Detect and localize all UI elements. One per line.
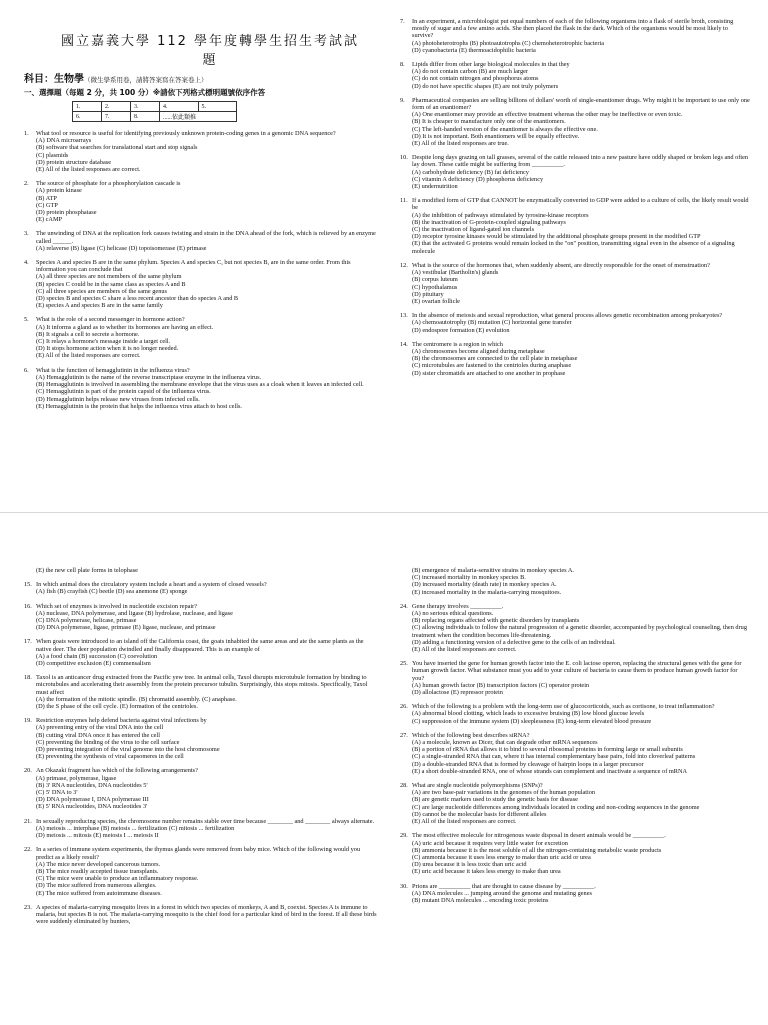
answer-cell: ......依此類推 [160, 112, 237, 122]
answer-cell: 8. [131, 112, 160, 122]
question-number: 19. [24, 717, 32, 725]
question-item [400, 154, 750, 190]
question-stem [24, 316, 379, 323]
question-number: 27. [400, 731, 408, 739]
answer-option: (D) increased mortality (death rate) in monkey species A. [412, 581, 557, 589]
subject-label [24, 70, 208, 85]
answer-option: (C) GTP [36, 201, 58, 209]
question-stem [24, 180, 379, 187]
answer-option: (A) preventing entry of the viral DNA into the cell [36, 724, 164, 732]
question-number: 23. [24, 903, 32, 911]
question-stem [400, 603, 750, 610]
answer-option: (E) All of the listed responses are correct. [36, 352, 141, 360]
question-item [400, 782, 750, 825]
question-stem [24, 818, 379, 825]
answer-option: (B) It signals a cell to secrete a hormone. [36, 330, 140, 338]
answer-option: (A) fish (B) crayfish (C) beetle (D) sea anemone (E) sponge [36, 588, 188, 596]
answer-option: (A) carbohydrate deficiency (B) fat deficiency [412, 168, 529, 176]
question-number: 16. [24, 602, 32, 610]
answer-option: (C) preventing the binding of the virus to the cell surface [36, 738, 180, 746]
question-stem [400, 341, 750, 348]
answer-option: (A) photoheterotrophs (B) photoautotrophs (C) chemoheterotrophic bacteria [412, 39, 604, 47]
question-text: Pharmaceutical companies are selling billions of dollars' worth of single-enantiomer drugs. Why might it be important to use only one form of an enantiomer? [412, 96, 750, 112]
question-text: If a modified form of GTP that CANNOT be enzymatically converted to GDP were added to a culture of cells, the likely result would be [412, 197, 749, 212]
question-text: Prions are __________ that are thought to cause disease by __________. [412, 882, 596, 890]
answer-option: (C) ammonia because it uses less energy to make than uric acid or urea [412, 853, 591, 861]
answer-option: (C) DNA polymerase, helicase, primase [36, 617, 137, 625]
question-item [400, 603, 750, 653]
answer-option: (A) the inhibition of pathways stimulated by tyrosine-kinase receptors [412, 211, 589, 219]
answer-option: (A) DNA molecules ... jumping around the genome and mutating genes [412, 889, 592, 897]
answer-option: (D) adding a functioning version of a defective gene to the cells of an individual. [412, 638, 616, 646]
answer-option: (D) preventing integration of the viral genome into the host chromosome [36, 746, 220, 754]
answer-option: (B) corpus luteum [412, 276, 458, 284]
answer-option: (C) do not contain nitrogen and phosphorus atoms [412, 75, 539, 83]
question-text: The source of phosphate for a phosphorylation cascade is [36, 180, 181, 188]
question-number: 4. [24, 259, 29, 267]
question-stem [400, 197, 750, 211]
answer-option: (C) Hemagglutinin is part of the protein capsid of the influenza virus. [36, 388, 211, 396]
answer-option: (B) ATP [36, 194, 57, 202]
question-item [24, 230, 379, 252]
question-number: 29. [400, 832, 408, 840]
answer-option: (B) cutting viral DNA once it has entered the cell [36, 731, 160, 739]
question-text: The centromere is a region in which [412, 340, 503, 348]
answer-option: (C) increased mortality in monkey species B. [412, 574, 526, 582]
question-number: 11. [400, 197, 408, 205]
answer-option: (D) protein phosphatase [36, 209, 97, 217]
question-text: Species A and species B are in the same phylum. Species A and species C, but not species B, are in the same order. From this information you can conclude that [36, 259, 351, 274]
answer-option: (D) species B and species C share a less recent ancestor than do species A and B [36, 295, 239, 303]
question-number: 20. [24, 767, 32, 775]
answer-option: (D) It is not important. Both enantiomers will be equally effective. [412, 132, 580, 140]
answer-option: (A) protein kinase [36, 187, 82, 195]
question-stem [400, 660, 750, 682]
answer-option: (B) Hemagglutinin is involved in assembling the membrane envelope that the virus uses as a cloak when it leaves an infected cell. [36, 381, 364, 389]
question-text: A species of malaria-carrying mosquito lives in a forest in which two species of monkeys, A and B, coexist. Species A is immune to malaria, but species B is not. The malaria-carrying mosquito is the chief food for a particular kind of bird in the forest. If all these birds were suddenly eliminated by hunters, [36, 903, 377, 926]
answer-option: (E) All of the listed responses are correct. [412, 818, 517, 826]
answer-option: (E) undernutrition [412, 183, 458, 191]
answer-option: (E) species A and species B are in the same family [36, 302, 163, 310]
question-item [24, 130, 379, 173]
answer-option: (B) are genetic markers used to study the genetic basis for disease [412, 796, 578, 804]
question-number: 7. [400, 18, 405, 25]
answer-option: (A) the formation of the mitotic spindle. (B) chromatid assembly. (C) anaphase. [36, 695, 237, 703]
question-text: When goats were introduced to an island off the California coast, the goats inhabited the same areas and ate the same plants as the native deer. The deer population dwindled and finally disappeared. This is an example of [36, 638, 364, 653]
section-heading: 一、選擇題（每題 2 分，共 100 分）※請依下列格式標明題號依序作答 [24, 88, 266, 97]
answer-option: (B) ammonia because it is the most soluble of all the nitrogen-containing metabolic waste products [412, 846, 662, 854]
question-number: 9. [400, 96, 405, 104]
question-text: An Okazaki fragment has which of the following arrangements? [36, 767, 198, 775]
question-stem [400, 732, 750, 739]
question-text: Despite long days grazing on tall grasses, several of the cattle released into a new pasture have oddly shaped or broken legs and often lay down. These cattle might be suffering from __________. [412, 154, 749, 169]
question-text: What is the source of the hormones that, when suddenly absent, are directly responsible for the onset of menstruation? [412, 261, 710, 269]
question-item [400, 262, 750, 305]
subject-note: （微生學系用卷，請將答案寫在答案卷上） [84, 76, 208, 84]
answer-option: (A) human growth factor (B) transcription factors (C) operator protein [412, 681, 590, 689]
question-text: Gene therapy involves __________. [412, 602, 504, 610]
question-number: 12. [400, 261, 408, 269]
question-text: In sexually reproducing species, the chromosome number remains stable over time because ________ and ________ always alternate. [36, 817, 375, 825]
answer-option: (A) a food chain (B) succession (C) coevolution [36, 652, 158, 660]
answer-option: (A) chromosomes become aligned during metaphase [412, 347, 545, 355]
question-stem [400, 154, 750, 168]
answer-option: (A) chemoautotrophy (B) mutation (C) horizontal gene transfer [412, 319, 572, 327]
question-number: 2. [24, 180, 29, 188]
exam-title: 國立嘉義大學 112 學年度轉學生招生考試試題 [60, 34, 360, 68]
question-text: What is the function of hemagglutinin in the influenza virus? [36, 366, 190, 374]
answer-option: (E) All of the listed responses are correct. [412, 646, 517, 654]
answer-cell: 1. [73, 102, 102, 112]
question-text: Which set of enzymes is involved in nucleotide excision repair? [36, 602, 198, 610]
question-item [24, 367, 379, 410]
question-stem [400, 97, 750, 111]
question-stem [24, 603, 379, 610]
question-stem [400, 61, 750, 68]
answer-option: (A) One enantiomer may provide an effective treatment whereas the other may be ineffective or even toxic. [412, 111, 683, 119]
question-item [400, 732, 750, 775]
answer-option: (B) mutant DNA molecules ... encoding toxic proteins [412, 896, 549, 904]
answer-option: (A) are two base-pair variations in the genomes of the human population [412, 789, 596, 797]
question-number: 10. [400, 154, 408, 162]
question-item [24, 316, 379, 359]
answer-option: (A) nuclease, DNA polymerase, and ligase (B) hydrolase, nuclease, and ligase [36, 609, 233, 617]
answer-option: (C) all three species are members of the same genus [36, 287, 167, 295]
answer-option: (C) a single-stranded RNA that can, where it has internal complementary base pairs, fold into cloverleaf patterns [412, 753, 696, 761]
answer-option: (A) vestibular (Bartholin's) glands [412, 269, 499, 277]
answer-option: (A) meiosis ... interphase (B) meiosis ... fertilization (C) mitosis ... fertilization [36, 824, 235, 832]
question-number: 15. [24, 581, 32, 589]
question-text: You have inserted the gene for human growth factor into the E. coli lactose operon, replacing the structural genes with the gene for human growth factor. What substance must you add to your culture of bacteria to cause them to produce human growth factor for you? [412, 660, 742, 682]
answer-option: (D) competitive exclusion (E) commensalism [36, 660, 151, 668]
question-item [400, 18, 750, 54]
question-text: The unwinding of DNA at the replication fork causes twisting and strain in the DNA ahead of the fork, which is relieved by an enzyme called ______. [36, 230, 376, 245]
answer-option: (E) ovarian follicle [412, 297, 460, 305]
answer-option: (A) uric acid because it requires very little water for excretion [412, 839, 568, 847]
question-item [24, 581, 379, 595]
question-item [24, 767, 379, 810]
question-stem [400, 312, 750, 319]
question-stem [400, 18, 750, 40]
question-stem [24, 259, 379, 273]
question-text: In an experiment, a microbiologist put equal numbers of each of the following organisms into a flask of sterile broth, consisting mostly of sugar and a few amino acids. She then placed the flask in the dark. Which of the organisms would be most likely to survive? [412, 18, 734, 40]
answer-option: (E) 5' RNA nucleotides, DNA nucleotides 3' [36, 803, 148, 811]
question-stem [24, 674, 379, 696]
question-item [24, 603, 379, 632]
exam-page-1 [0, 0, 768, 512]
question-text: Taxol is an anticancer drug extracted from the Pacific yew tree. In animal cells, Taxol disrupts microtubule formation by binding to microtubules and accelerating their assembly from the protein precursor tubulin. Surprisingly, this stops mitosis. Specifically, Taxol must affect [36, 674, 368, 696]
question-text: What tool or resource is useful for identifying previously unknown protein-coding genes in a genomic DNA sequence? [36, 130, 336, 137]
question-list [400, 603, 750, 904]
answer-option: (C) vitamin A deficiency (D) phosphorus deficiency [412, 175, 544, 183]
question-stem [400, 782, 750, 789]
answer-format-table [72, 101, 237, 122]
question-text: The most effective molecule for nitrogenous waste disposal in desert animals would be __________. [412, 832, 666, 840]
question-number: 25. [400, 660, 408, 668]
question-stem [24, 846, 379, 860]
question-stem [24, 581, 379, 588]
answer-option: (D) do not have specific shapes (E) are not truly polymers [412, 82, 559, 90]
answer-option: (C) are large nucleotide differences among individuals located in coding and non-coding sequences in the genome [412, 803, 700, 811]
question-item [400, 97, 750, 147]
question-number: 24. [400, 602, 408, 610]
answer-option: (C) hypothalamus [412, 283, 458, 291]
question-item [400, 61, 750, 90]
question-number: 3. [24, 230, 29, 238]
answer-option: (E) uric acid because it takes less energy to make than urea [412, 868, 561, 876]
answer-option: (D) sister chromatids are attached to one another in prophase [412, 369, 566, 377]
question-text: What are single nucleotide polymorphisms (SNPs)? [412, 782, 543, 790]
answer-option: (D) pituitary [412, 290, 444, 298]
answer-option: (D) allolactose (E) repressor protein [412, 689, 503, 697]
question-number: 6. [24, 366, 29, 374]
answer-option: (D) DNA polymerase I, DNA polymerase III [36, 796, 149, 804]
question-text: In which animal does the circulatory system include a heart and a system of closed vessels? [36, 581, 267, 589]
answer-option: (B) replacing organs affected with genetic disorders by transplants [412, 617, 580, 625]
answer-option: (E) a short double-stranded RNA, one of whose strands can complement and inactivate a sequence of mRNA [412, 767, 688, 775]
answer-cell: 7. [102, 112, 131, 122]
question-item [400, 197, 750, 255]
answer-option: (E) that the activated G proteins would remain locked in the "on" position, transmitting signal even in the absence of a signaling molecule [412, 240, 735, 255]
answer-option: (C) suppression of the immune system (D) sleeplessness (E) long-term elevated blood pressure [412, 717, 652, 725]
question-item [24, 717, 379, 760]
column-right [400, 567, 750, 911]
answer-option: (B) species C could be in the same class as species A and B [36, 280, 186, 288]
question-number: 26. [400, 703, 408, 711]
question-text: What is the role of a second messenger in hormone action? [36, 316, 185, 324]
question-stem [24, 904, 379, 926]
answer-option: (D) a double-stranded RNA that is formed by cleavage of hairpin loops in a larger precursor [412, 760, 644, 768]
answer-option: (E) All of the listed responses are correct. [36, 166, 141, 174]
answer-option: (D) Hemagglutinin helps release new viruses from infected cells. [36, 395, 200, 403]
answer-cell: 6. [73, 112, 102, 122]
answer-option: (A) a molecule, known as Dicer, that can degrade other mRNA sequences [412, 739, 598, 747]
answer-option: (A) It informs a gland as to whether its hormones are having an effect. [36, 323, 214, 331]
question-item [400, 660, 750, 696]
answer-option: (B) the chromosomes are connected to the cell plate in metaphase [412, 355, 578, 363]
answer-option: (A) primase, polymerase, ligase [36, 774, 117, 782]
question-number: 1. [24, 130, 29, 137]
answer-option: (A) The mice never developed cancerous tumors. [36, 860, 161, 868]
answer-cell: 3. [131, 102, 160, 112]
answer-option: (A) abnormal blood clotting, which leads to excessive bruising (B) low blood glucose levels [412, 710, 645, 718]
answer-option: (A) DNA microarrays [36, 137, 92, 145]
answer-option: (E) All of the listed responses are true. [412, 140, 509, 148]
answer-option: (A) relaverse (B) ligase (C) helicase (D) topoisomerase (E) primase [36, 244, 207, 252]
answer-cell: 2. [102, 102, 131, 112]
answer-option: (B) It is cheaper to manufacture only one of the enantiomers. [412, 118, 566, 126]
answer-option: (E) increased mortality in the malaria-carrying mosquitoes. [412, 588, 562, 596]
column-right [400, 18, 750, 384]
answer-option: (C) The mice were unable to produce an inflammatory response. [36, 875, 199, 883]
question-continuation [400, 567, 750, 596]
question-continuation [24, 567, 379, 574]
answer-option: (B) The mice readily accepted tissue transplants. [36, 867, 159, 875]
question-text: Restriction enzymes help defend bacteria against viral infections by [36, 717, 207, 725]
question-item [400, 883, 750, 905]
question-stem [400, 832, 750, 839]
answer-option: (C) the inactivation of ligand-gated ion channels [412, 226, 535, 234]
answer-option: (E) preventing the synthesis of viral capsomeres in the cell [36, 753, 184, 761]
answer-option: (D) The mice suffered from numerous allergies. [36, 882, 157, 890]
question-stem [400, 703, 750, 710]
question-item [400, 703, 750, 725]
question-stem [400, 262, 750, 269]
answer-option: (A) do not contain carbon (B) are much larger [412, 68, 528, 76]
answer-option: (B) software that searches for translational start and stop signals [36, 144, 198, 152]
question-stem [24, 230, 379, 244]
answer-option: (A) all three species are not members of the same phylum [36, 273, 182, 281]
question-number: 28. [400, 782, 408, 790]
column-left [24, 130, 379, 417]
answer-option: (D) receptor tyrosine kinases would be stimulated by the additional phosphate groups present in the modified GTP [412, 233, 701, 241]
answer-option: (C) allowing individuals to follow the natural progression of a genetic disorder, accompanied by psychological counseling, then drug treatment when the condition becomes life-threatening. [412, 624, 747, 639]
answer-option: (E) the new cell plate forms in telophase [36, 567, 138, 574]
answer-option: (D) protein structure database [36, 158, 112, 166]
answer-option: (D) urea because it is less toxic than uric acid [412, 861, 527, 869]
question-number: 18. [24, 674, 32, 682]
question-item [24, 259, 379, 309]
answer-option: (D) meiosis ... mitosis (E) meiosis I ... meiosis II [36, 832, 159, 840]
question-text: Lipids differ from other large biological molecules in that they [412, 61, 570, 69]
question-text: In the absence of meiosis and sexual reproduction, what general process allows genetic recombination among prokaryotes? [412, 312, 723, 320]
question-item [400, 312, 750, 334]
answer-cell: 5. [198, 102, 237, 112]
exam-page-2 [0, 512, 768, 1025]
answer-option: (D) cyanobacteria (E) thermoacidophilic bacteria [412, 46, 536, 54]
question-item [24, 180, 379, 223]
answer-option: (E) Hemagglutinin is the protein that helps the influenza virus attach to host cells. [36, 402, 242, 410]
answer-option: (B) a portion of rRNA that allows it to bind to several ribosomal proteins in forming large or small subunits [412, 746, 683, 754]
question-number: 21. [24, 817, 32, 825]
question-stem [24, 767, 379, 774]
answer-option: (B) the inactivation of G-protein-coupled signaling pathways [412, 218, 566, 226]
question-number: 30. [400, 882, 408, 890]
answer-option: (D) endospore formation (E) evolution [412, 326, 510, 334]
answer-cell: 4. [160, 102, 199, 112]
answer-option: (D) DNA polymerase, ligase, primase (E) ligase, nuclease, and primase [36, 624, 216, 632]
answer-option: (D) cannot be the molecular basis for different alleles [412, 810, 547, 818]
question-text: In a series of immune system experiments, the thymus glands were removed from baby mice. Which of the following would you predict as a likely result? [36, 846, 361, 861]
question-item [400, 341, 750, 377]
question-stem [400, 883, 750, 890]
question-item [24, 674, 379, 710]
answer-option: (D) the S phase of the cell cycle. (E) formation of the centrioles. [36, 703, 198, 711]
subject-name: 科目：生物學 [24, 74, 84, 85]
answer-option: (E) The mice suffered from autoimmune diseases. [36, 889, 162, 897]
question-stem [24, 367, 379, 374]
answer-option: (C) microtubules are fastened to the centrioles during anaphase [412, 362, 572, 370]
answer-option: (A) Hemagglutinin is the name of the reverse transcriptase enzyme in the influenza virus. [36, 373, 262, 381]
question-number: 14. [400, 340, 408, 348]
question-item [24, 638, 379, 667]
answer-option: (B) 3' RNA nucleotides, DNA nucleotides 5' [36, 781, 148, 789]
question-stem [24, 717, 379, 724]
question-item [400, 832, 750, 875]
answer-option: (D) It stops hormone action when it is no longer needed. [36, 345, 179, 353]
answer-option: (C) plasmids [36, 151, 69, 159]
question-text: Which of the following is a problem with the long-term use of glucocorticoids, such as cortisone, to treat inflammation? [412, 703, 715, 711]
question-number: 22. [24, 846, 32, 854]
question-item [24, 818, 379, 840]
question-number: 17. [24, 638, 32, 646]
answer-option: (E) cAMP [36, 216, 63, 224]
question-number: 5. [24, 316, 29, 324]
question-text: Which of the following best describes siRNA? [412, 731, 530, 739]
answer-option: (C) The left-handed version of the enantiomer is always the effective one. [412, 125, 598, 133]
question-stem [24, 638, 379, 652]
question-number: 8. [400, 61, 405, 69]
question-list [24, 581, 379, 925]
question-item [24, 846, 379, 896]
answer-option: (A) no serious ethical questions. [412, 610, 494, 618]
question-item [24, 904, 379, 926]
question-stem [24, 130, 379, 137]
answer-option: (C) It relays a hormone's message inside a target cell. [36, 338, 171, 346]
column-left [24, 567, 379, 932]
answer-option: (C) 5' DNA to 3' [36, 789, 78, 797]
question-number: 13. [400, 312, 408, 320]
answer-option: (B) emergence of malaria-sensitive strains in monkey species A. [412, 567, 574, 574]
